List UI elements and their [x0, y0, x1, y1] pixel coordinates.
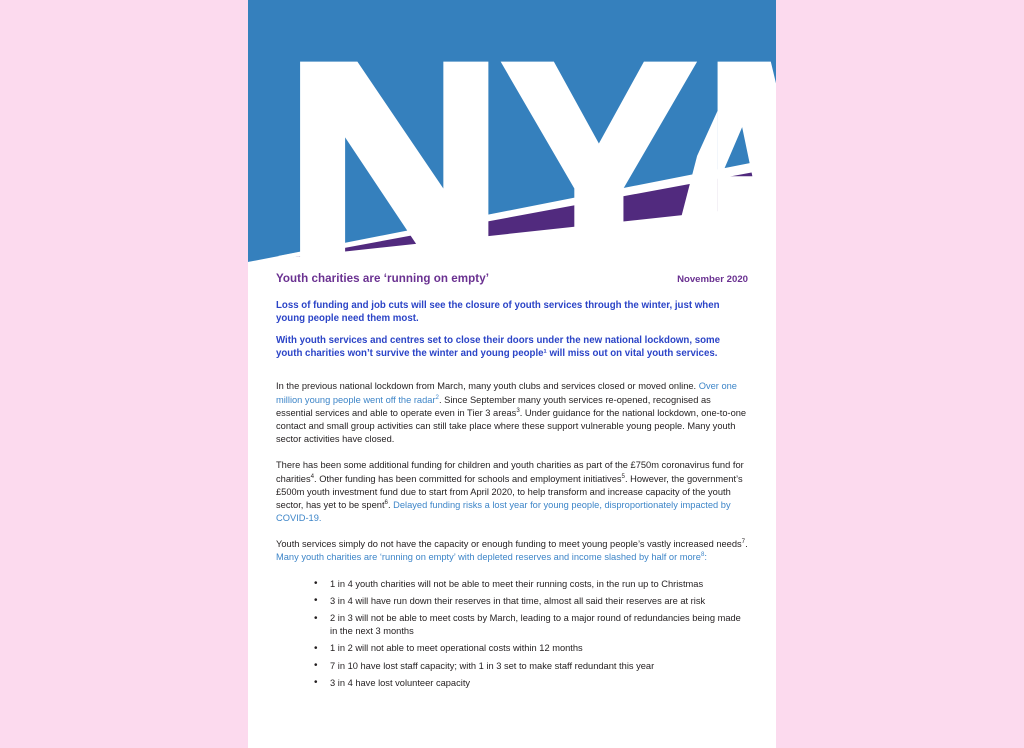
text-run: Youth services simply do not have the capacity or enough funding to meet young people’s vastly increased needs — [276, 539, 742, 550]
highlight-text-run: : — [704, 552, 707, 563]
highlight-text-run: 2 — [435, 393, 439, 401]
lede-paragraph-2: With youth services and centres set to close their doors under the new national lockdown, some youth charities won’t survive the winter and young people¹ will miss out on vital youth services. — [276, 335, 721, 360]
text-run: . Under guidance for the national lockdown, one-to-one contact and small group activities can still take place where these support vulnerable young people. Many youth sector activities have closed. — [276, 407, 747, 445]
text-run: 7 — [741, 538, 746, 546]
highlight-text-run: Over one million young people went off the radar — [276, 381, 737, 405]
publication-date: November 2020 — [677, 274, 748, 285]
highlight-text-run: Many youth charities are ‘running on empty’ with depleted reserves and income slashed by half or more — [276, 552, 701, 563]
list-item: • 2 in 3 will not be able to meet costs by March, leading to a major round of redundancies being made in the next 3 months — [314, 612, 748, 638]
highlight-text-run: Delayed funding risks a lost year for young people, disproportionately impacted by COVID-19. — [276, 499, 731, 524]
masthead-banner — [248, 0, 776, 268]
list-item: • 1 in 2 will not able to meet operational costs within 12 months — [314, 642, 748, 655]
text-run: . Other funding has been committed for schools and employment initiatives — [314, 473, 622, 484]
statistics-list — [276, 578, 748, 690]
text-run: 3 — [516, 406, 520, 414]
nya-logo — [296, 30, 616, 268]
text-run: 5 — [621, 472, 625, 480]
page-title: Youth charities are ‘running on empty’ — [276, 272, 489, 285]
highlight-text-run: 8 — [700, 551, 705, 559]
nya-wordmark-icon — [296, 30, 776, 268]
document-content — [276, 272, 748, 694]
text-run: . — [745, 539, 748, 550]
text-run: . — [387, 499, 394, 510]
title-row — [276, 272, 748, 285]
text-run: . However, the government’s £500m youth investment fund due to start from April 2020, to help transform and increase capacity of the youth sector, has yet to be spent — [276, 473, 743, 510]
lede-paragraph-1: Loss of funding and job cuts will see the closure of youth services through the winter, just when young people need them most. — [276, 300, 720, 325]
paragraph-capacity — [276, 538, 748, 564]
paragraph-funding — [276, 459, 748, 525]
text-run: 6 — [384, 498, 388, 506]
list-item: • 1 in 4 youth charities will not be able to meet their running costs, in the run up to Christmas — [314, 578, 748, 591]
paragraph-lockdown — [276, 380, 748, 446]
list-item: • 3 in 4 will have run down their reserves in that time, almost all said their reserves are at risk — [314, 595, 748, 608]
text-run: . Since September many youth services re-opened, recognised as essential services and able to operate even in Tier 3 areas — [276, 394, 711, 418]
text-run: In the previous national lockdown from March, many youth clubs and services closed or moved online. — [276, 381, 699, 392]
text-run: There has been some additional funding for children and youth charities as part of the £750m coronavirus fund for charities — [276, 460, 744, 484]
document-page — [248, 0, 776, 748]
text-run: 4 — [310, 472, 315, 480]
list-item: • 3 in 4 have lost volunteer capacity — [314, 677, 748, 690]
list-item: • 7 in 10 have lost staff capacity; with 1 in 3 set to make staff redundant this year — [314, 660, 748, 673]
